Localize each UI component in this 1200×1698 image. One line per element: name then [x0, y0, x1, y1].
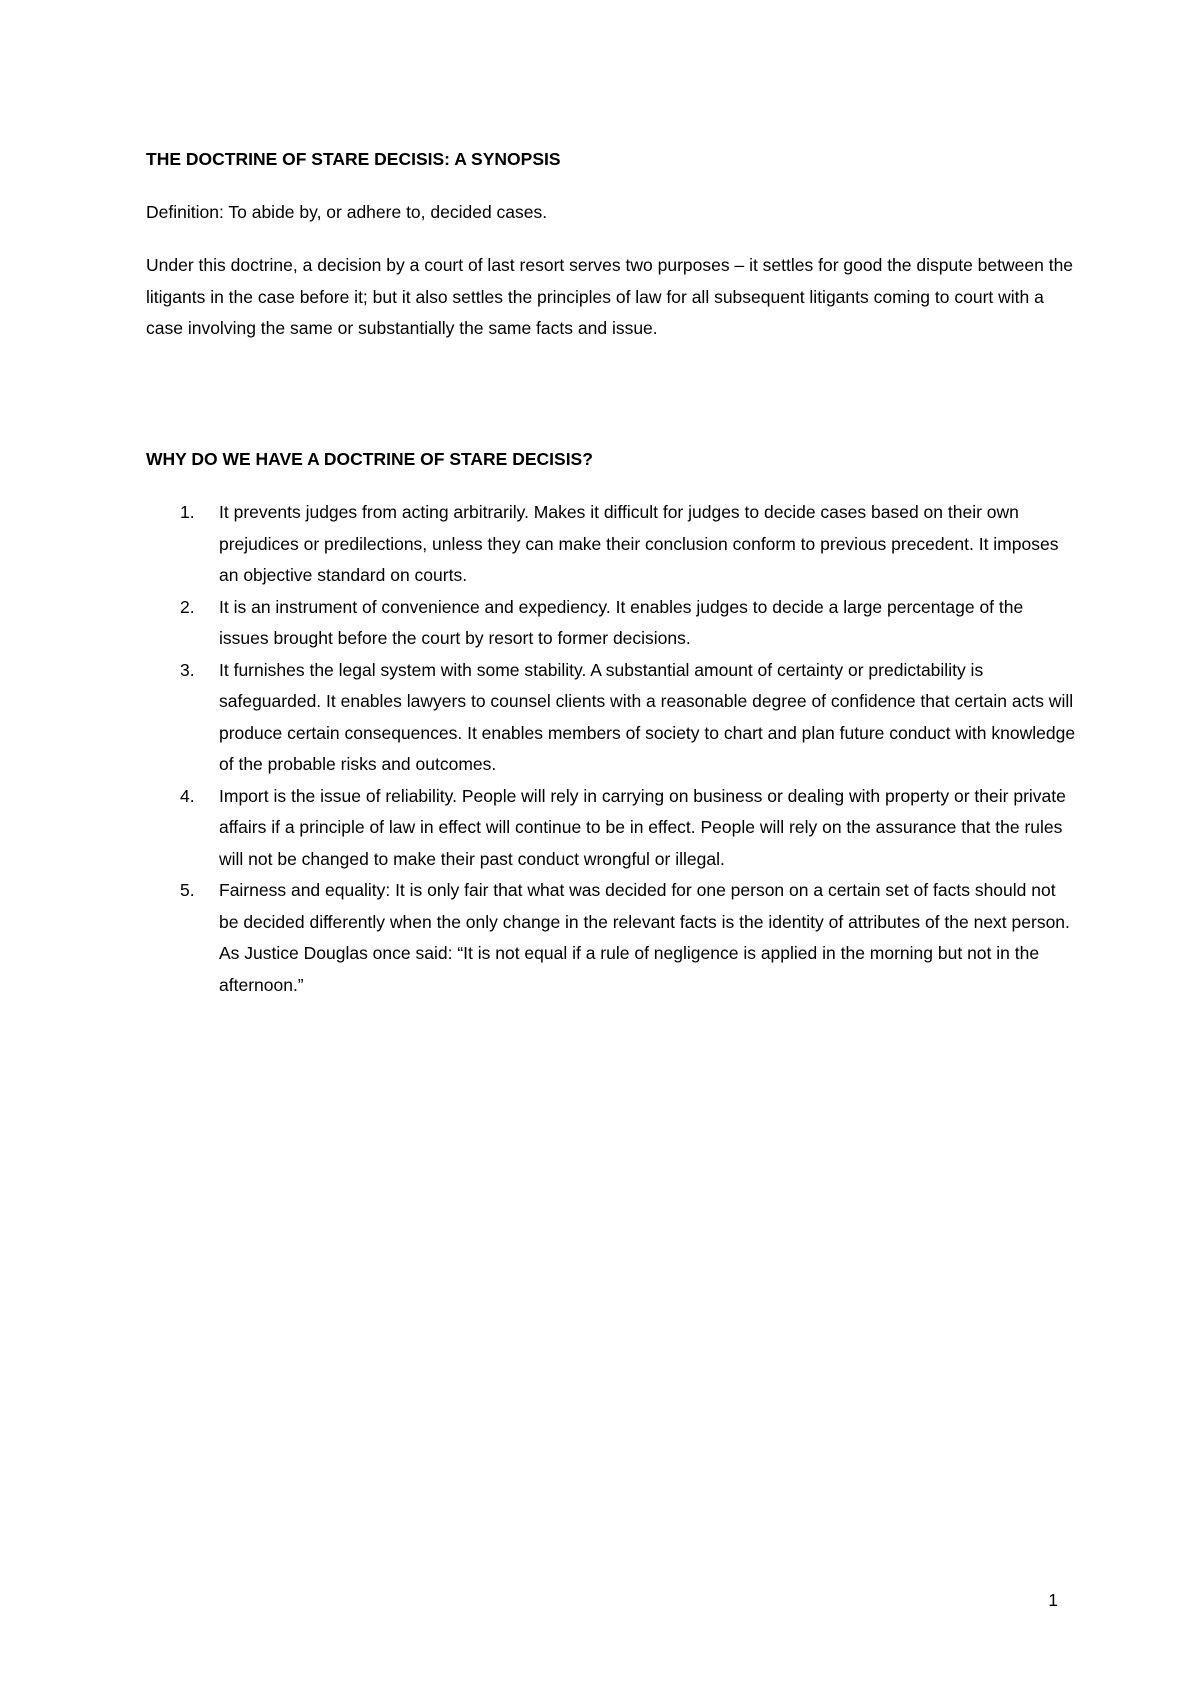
list-item — [146, 875, 1076, 1001]
list-item — [146, 655, 1076, 781]
list-item-text: It furnishes the legal system with some stability. A substantial amount of certainty or predictability is safeguarded. It enables lawyers to counsel clients with a reasonable degree of confidence that certain acts will produce certain consequences. It enables members of society to chart and plan future conduct with knowledge of the probable risks and outcomes. — [219, 659, 1076, 774]
list-item — [146, 592, 1076, 655]
list-item — [146, 497, 1076, 592]
list-item-number: 4. — [180, 785, 195, 806]
section-heading: WHY DO WE HAVE A DOCTRINE OF STARE DECISIS? — [146, 449, 593, 469]
list-item-number: 5. — [180, 880, 195, 900]
list-item-text: It prevents judges from acting arbitrarily. Makes it difficult for judges to decide cases based on their own prejudices or predilections, unless they can make their conclusion conform to previous precedent. It imposes an objective standard on courts. — [219, 502, 1059, 585]
definition-paragraph: Definition: To abide by, or adhere to, decided cases. — [146, 202, 548, 222]
list-item — [146, 781, 1076, 876]
list-item-text: It is an instrument of convenience and expediency. It enables judges to decide a large percentage of the issues brought before the court by resort to former decisions. — [219, 596, 1024, 648]
list-item-number: 2. — [180, 596, 195, 617]
list-item-number: 1. — [180, 502, 195, 522]
page-number: 1 — [1048, 1590, 1058, 1610]
reasons-list — [146, 497, 1076, 1001]
intro-paragraph: Under this doctrine, a decision by a court of last resort serves two purposes – it settles for good the dispute between the litigants in the case before it; but it also settles the principles of law for all subsequent litigants coming to court with a case involving the same or substantially the same facts and issue. — [146, 255, 1074, 338]
list-item-text: Fairness and equality: It is only fair that what was decided for one person on a certain set of facts should not be decided differently when the only change in the relevant facts is the identity of attributes of the next person. As Justice Douglas once said: “It is not equal if a rule of negligence is applied in the morning but not in the afternoon.” — [219, 880, 1070, 995]
list-item-number: 3. — [180, 659, 195, 680]
document-title: THE DOCTRINE OF STARE DECISIS: A SYNOPSIS — [146, 149, 561, 169]
list-item-text: Import is the issue of reliability. People will rely in carrying on business or dealing with property or their private affairs if a principle of law in effect will continue to be in effect. People will rely on the assurance that the rules will not be changed to make their past conduct wrongful or illegal. — [219, 785, 1066, 869]
